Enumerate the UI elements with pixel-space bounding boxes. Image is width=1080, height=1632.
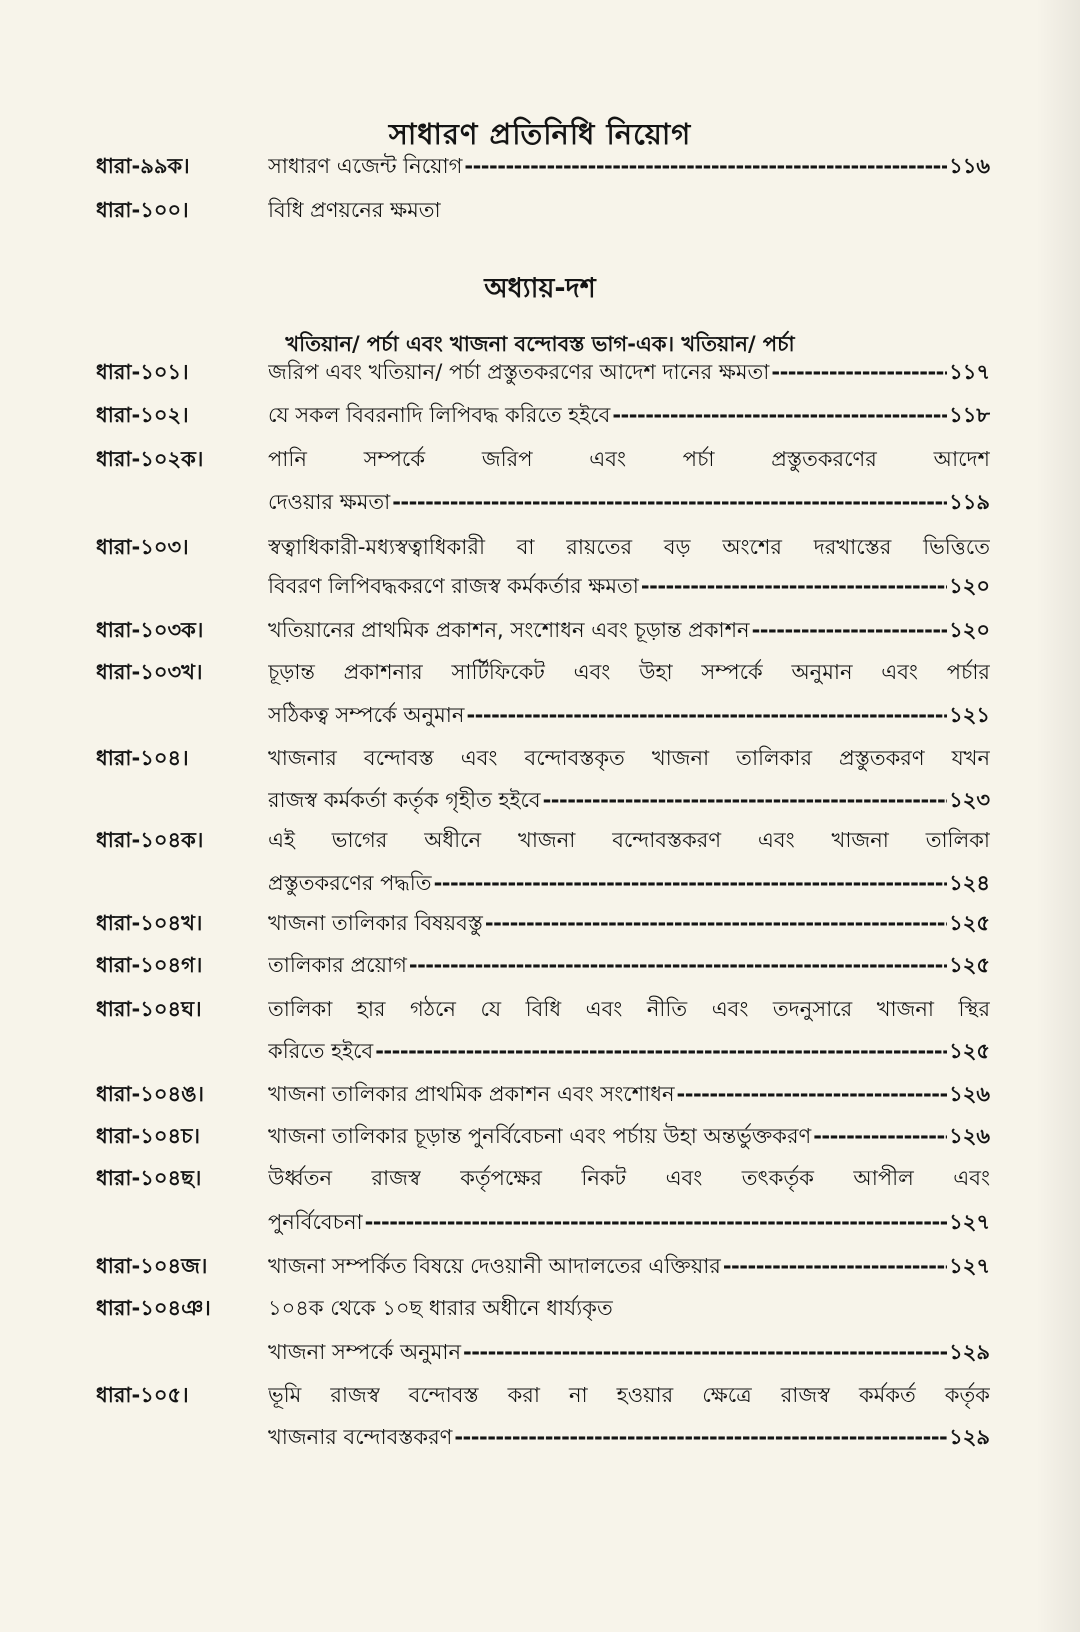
page-number: ১১৯ (949, 490, 990, 514)
section-number: ধারা-১০৩ক। (96, 618, 204, 642)
section-number: ধারা-১০৪চ। (96, 1124, 200, 1148)
entry-title: স্বত্বাধিকারী-মধ্যস্বত্বাধিকারী বা রায়তের বড় অংশের দরখাস্তের ভিত্তিতে (268, 535, 990, 559)
page-number: ১২৫ (949, 953, 990, 977)
dot-leader (641, 574, 947, 598)
page-number: ১২৩ (949, 788, 990, 812)
page-number: ১২৯ (949, 1425, 990, 1449)
page-gutter-shadow (1036, 0, 1080, 1632)
toc-line (268, 1336, 990, 1370)
section-number: ধারা-১০৩। (96, 535, 189, 559)
entry-title: খাজনা সম্পর্কিত বিষয়ে দেওয়ানী আদালতের এক্তিয়ার (268, 1254, 721, 1278)
entry-title: করিতে হইবে (268, 1039, 374, 1063)
toc-line (268, 1120, 990, 1154)
toc-line (268, 1250, 990, 1284)
toc-line (268, 1078, 990, 1112)
entry-title: সাধারণ এজেন্ট নিয়োগ (268, 154, 463, 178)
page-number: ১২৬ (949, 1124, 990, 1148)
section-number: ধারা-১০১। (96, 360, 189, 384)
dot-leader (677, 1082, 948, 1106)
dot-leader (463, 1340, 947, 1364)
entry-title: প্রস্তুতকরণের পদ্ধতি (268, 871, 432, 895)
toc-line (268, 486, 990, 520)
dot-leader (543, 788, 947, 812)
entry-title: উর্ধ্বতন রাজস্ব কর্তৃপক্ষের নিকট এবং তৎকর্তৃক আপীল এবং (268, 1166, 990, 1190)
page-number: ১২০ (949, 618, 990, 642)
dot-leader (434, 871, 948, 895)
part-title: খতিয়ান/ পর্চা এবং খাজনা বন্দোবস্ত ভাগ-এক। খতিয়ান/ পর্চা (285, 332, 795, 356)
entry-title: ১০৪ক থেকে ১০ছ ধারার অধীনে ধার্য্যকৃত (268, 1296, 613, 1320)
toc-line (268, 399, 990, 433)
entry-title: খাজনা তালিকার বিষয়বস্তু (268, 911, 483, 935)
page-number: ১২৫ (949, 1039, 990, 1063)
page-number: ১২৬ (949, 1082, 990, 1106)
toc-line (268, 867, 990, 901)
entry-title: দেওয়ার ক্ষমতা (268, 490, 391, 514)
section-number: ধারা-৯৯ক। (96, 154, 190, 178)
toc-line (268, 656, 990, 690)
entry-title: ভূমি রাজস্ব বন্দোবস্ত করা না হওয়ার ক্ষেত্রে রাজস্ব কর্মকর্ত কর্তৃক (268, 1383, 990, 1407)
section-heading: সাধারণ প্রতিনিধি নিয়োগ (388, 117, 692, 151)
section-number: ধারা-১০০। (96, 198, 189, 222)
toc-line (268, 570, 990, 604)
entry-title: তালিকার প্রয়োগ (268, 953, 407, 977)
section-number: ধারা-১০৪ছ। (96, 1166, 202, 1190)
toc-line (268, 614, 990, 648)
section-number: ধারা-১০৩খ। (96, 660, 203, 684)
entry-title: খাজনা সম্পর্কে অনুমান (268, 1340, 461, 1364)
entry-title: বিধি প্রণয়নের ক্ষমতা (268, 198, 441, 222)
section-number: ধারা-১০২ক। (96, 447, 204, 471)
entry-title: খাজনার বন্দোবস্ত এবং বন্দোবস্তকৃত খাজনা তালিকার প্রস্তুতকরণ যখন (268, 746, 990, 770)
page-number: ১১৮ (949, 403, 990, 427)
toc-line (268, 907, 990, 941)
toc-line (268, 150, 990, 184)
section-number: ধারা-১০২। (96, 403, 189, 427)
toc-line (268, 356, 990, 390)
toc-line (268, 1292, 990, 1326)
dot-leader (813, 1124, 947, 1148)
page-number: ১১৭ (949, 360, 990, 384)
entry-title: বিবরণ লিপিবদ্ধকরণে রাজস্ব কর্মকর্তার ক্ষমতা (268, 574, 639, 598)
entry-title: রাজস্ব কর্মকর্তা কর্তৃক গৃহীত হইবে (268, 788, 541, 812)
entry-title: খাজনার বন্দোবস্তকরণ (268, 1425, 453, 1449)
entry-title: তালিকা হার গঠনে যে বিধি এবং নীতি এবং তদনুসারে খাজনা স্থির (268, 997, 990, 1021)
dot-leader (612, 403, 947, 427)
entry-title: চূড়ান্ত প্রকাশনার সার্টিফিকেট এবং উহা সম্পর্কে অনুমান এবং পর্চার (268, 660, 990, 684)
section-number: ধারা-১০৪ঞ। (96, 1296, 211, 1320)
page-number: ১২৭ (949, 1210, 990, 1234)
entry-title: এই ভাগের অধীনে খাজনা বন্দোবস্তকরণ এবং খাজনা তালিকা (268, 828, 990, 852)
dot-leader (485, 911, 947, 935)
entry-title: সঠিকত্ব সম্পর্কে অনুমান (268, 703, 465, 727)
page-number: ১২০ (949, 574, 990, 598)
toc-line (268, 1035, 990, 1069)
chapter-heading: অধ্যায়-দশ (484, 273, 596, 304)
page-number: ১২৭ (949, 1254, 990, 1278)
entry-title: খাজনা তালিকার চূড়ান্ত পুনর্বিবেচনা এবং পর্চায় উহা অন্তর্ভুক্তকরণ (268, 1124, 812, 1148)
entry-title: খাজনা তালিকার প্রাথমিক প্রকাশন এবং সংশোধন (268, 1082, 675, 1106)
dot-leader (375, 1039, 947, 1063)
toc-line (268, 194, 990, 228)
toc-line (268, 784, 990, 818)
dot-leader (365, 1210, 947, 1234)
section-number: ধারা-১০৪ক। (96, 828, 204, 852)
entry-title: পানি সম্পর্কে জরিপ এবং পর্চা প্রস্তুতকরণের আদেশ (268, 447, 990, 471)
toc-line (268, 1162, 990, 1196)
dot-leader (771, 360, 947, 384)
toc-line (268, 742, 990, 776)
toc-line (268, 1379, 990, 1413)
page-number: ১২৯ (949, 1340, 990, 1364)
toc-line (268, 949, 990, 983)
section-number: ধারা-১০৪ঘ। (96, 997, 202, 1021)
section-number: ধারা-১০৪জ। (96, 1254, 208, 1278)
entry-title: খতিয়ানের প্রাথমিক প্রকাশন, সংশোধন এবং চূড়ান্ত প্রকাশন (268, 618, 750, 642)
entry-title: পুনর্বিবেচনা (268, 1210, 363, 1234)
entry-title: যে সকল বিবরনাদি লিপিবদ্ধ করিতে হইবে (268, 403, 611, 427)
toc-line (268, 993, 990, 1027)
section-number: ধারা-১০৪খ। (96, 911, 203, 935)
dot-leader (409, 953, 947, 977)
page-number: ১২৪ (949, 871, 990, 895)
dot-leader (723, 1254, 947, 1278)
dot-leader (752, 618, 947, 642)
toc-line (268, 699, 990, 733)
dot-leader (392, 490, 947, 514)
page-number: ১২৫ (949, 911, 990, 935)
dot-leader (454, 1425, 947, 1449)
section-number: ধারা-১০৫। (96, 1383, 189, 1407)
section-number: ধারা-১০৪ঙ। (96, 1082, 205, 1106)
toc-line (268, 824, 990, 858)
toc-line (268, 1421, 990, 1455)
entry-title: জরিপ এবং খতিয়ান/ পর্চা প্রস্তুতকরণের আদেশ দানের ক্ষমতা (268, 360, 770, 384)
page-number: ১১৬ (949, 154, 990, 178)
dot-leader (466, 703, 947, 727)
section-number: ধারা-১০৪গ। (96, 953, 203, 977)
toc-line (268, 1206, 990, 1240)
toc-line (268, 443, 990, 477)
page-number: ১২১ (949, 703, 990, 727)
dot-leader (464, 154, 947, 178)
section-number: ধারা-১০৪। (96, 746, 189, 770)
toc-line (268, 531, 990, 565)
